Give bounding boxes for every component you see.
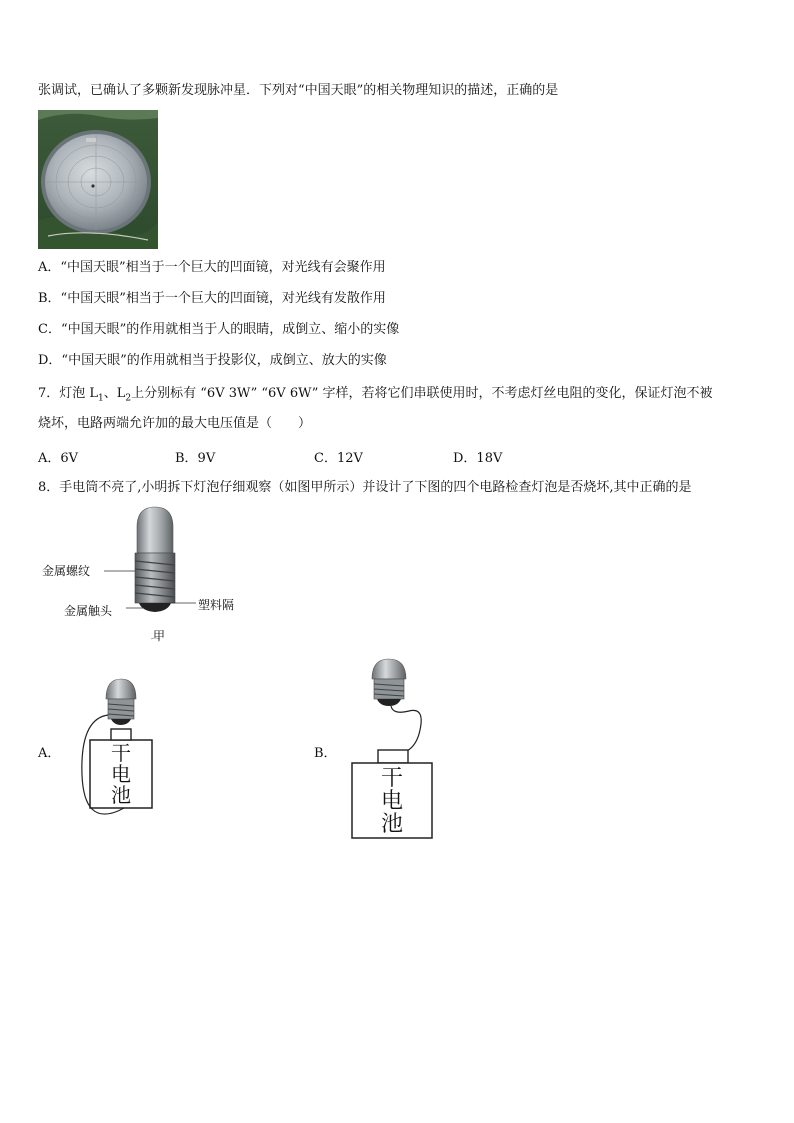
q6-option-b: B．“中国天眼”相当于一个巨大的凹面镜，对光线有发散作用 (38, 291, 386, 306)
q7-option-d: D．18V (453, 451, 503, 466)
q7-option-c: C．12V (314, 451, 363, 466)
q8-option-b-label: B． (314, 746, 337, 761)
figure-jia (38, 505, 278, 645)
q7-stem-line2: 烧坏，电路两端允许加的最大电压值是（ ） (38, 416, 312, 431)
q7-stem-line1: 7．灯泡 $L_1$、$L_2$上分别标有 “6V 3W” “6V 6W” 字样，若将它们串联使用时，不考虑灯丝电阻的变化，保证灯泡不被 (38, 386, 713, 404)
q8-option-a-label: A． (38, 746, 61, 761)
fast-telescope-photo (38, 110, 158, 249)
q7-option-b: B．9V (175, 451, 216, 466)
battery-b-label: 干 电 池 (380, 766, 403, 837)
circuit-a (78, 675, 168, 825)
label-plastic: 塑料隔 (198, 598, 235, 612)
q7-option-a: A．6V (38, 451, 79, 466)
q6-option-d: D．“中国天眼”的作用就相当于投影仪，成倒立、放大的实像 (38, 353, 387, 368)
label-metal-contact: 金属触头 (64, 604, 113, 618)
battery-a-label: 干 电 池 (111, 741, 131, 807)
q6-option-c: C．“中国天眼”的作用就相当于人的眼睛，成倒立、缩小的实像 (38, 322, 400, 337)
q7-options (38, 447, 598, 465)
label-jia: 甲 (153, 629, 166, 643)
intro-text: 张调试，已确认了多颗新发现脉冲星．下列对“中国天眼”的相关物理知识的描述，正确的是 (38, 83, 559, 98)
circuit-b (345, 655, 445, 845)
label-metal-thread: 金属螺纹 (42, 564, 91, 578)
q8-stem: 8．手电筒不亮了,小明拆下灯泡仔细观察（如图甲所示）并设计了下图的四个电路检查灯泡是否烧坏,其中正确的是 (38, 480, 692, 495)
q6-option-a: A．“中国天眼”相当于一个巨大的凹面镜，对光线有会聚作用 (38, 260, 386, 275)
